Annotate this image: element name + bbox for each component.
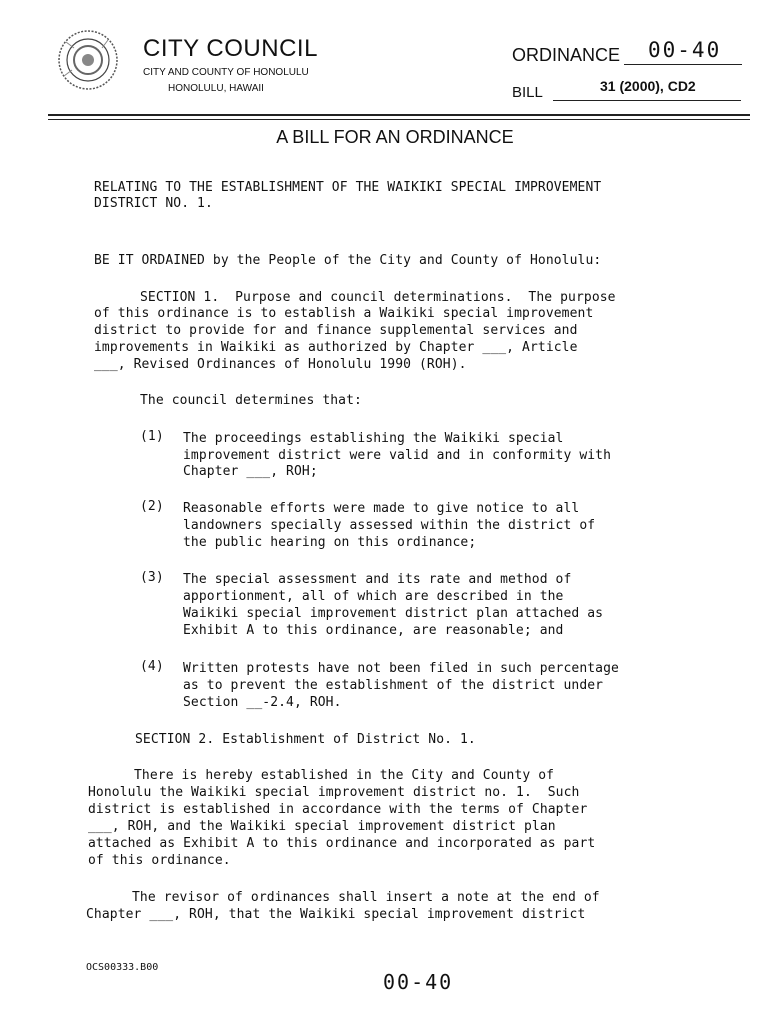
section1-line: ___, Revised Ordinances of Honolulu 1990 (ROH).	[94, 357, 467, 372]
bill-label: BILL	[512, 84, 543, 101]
item-line: Exhibit A to this ordinance, are reasonable; and	[183, 623, 564, 638]
item-line: the public hearing on this ordinance;	[183, 535, 477, 550]
section2-para1-line: Honolulu the Waikiki special improvement district no. 1. Such	[88, 785, 580, 800]
relating-line: RELATING TO THE ESTABLISHMENT OF THE WAIKIKI SPECIAL IMPROVEMENT	[94, 180, 602, 195]
item-number: (4)	[140, 659, 164, 674]
section2-para1-line: of this ordinance.	[88, 853, 231, 868]
item-line: apportionment, all of which are described in the	[183, 589, 564, 604]
item-line: Chapter ___, ROH;	[183, 464, 318, 479]
section2-para1-line: district is established in accordance with the terms of Chapter	[88, 802, 588, 817]
council-subtitle-county: CITY AND COUNTY OF HONOLULU	[143, 67, 309, 78]
section1-line: district to provide for and finance supplemental services and	[94, 323, 578, 338]
ordinance-underline	[624, 64, 742, 65]
header-divider	[48, 114, 750, 116]
item-line: Waikiki special improvement district plan attached as	[183, 606, 604, 621]
section2-para2-line: Chapter ___, ROH, that the Waikiki special improvement district	[86, 907, 586, 922]
section2-para2-line: The revisor of ordinances shall insert a note at the end of	[132, 890, 600, 905]
footer-ordinance-number: 00-40	[383, 970, 454, 994]
item-line: Reasonable efforts were made to give notice to all	[183, 501, 580, 516]
section2-para1-line: ___, ROH, and the Waikiki special improvement district plan	[88, 819, 556, 834]
item-line: Section __-2.4, ROH.	[183, 695, 342, 710]
bill-underline	[553, 100, 741, 101]
city-seal-icon	[56, 28, 120, 92]
council-subtitle-city: HONOLULU, HAWAII	[168, 83, 264, 94]
item-line: landowners specially assessed within the district of	[183, 518, 596, 533]
ordinance-number: 00-40	[648, 38, 722, 62]
header-divider-thin	[48, 119, 750, 120]
item-number: (3)	[140, 570, 164, 585]
council-determines: The council determines that:	[140, 393, 362, 408]
bill-number: 31 (2000), CD2	[600, 78, 696, 94]
section2-para1-line: There is hereby established in the City and County of	[134, 768, 555, 783]
document-code: OCS00333.B00	[86, 962, 159, 973]
section2-para1-line: attached as Exhibit A to this ordinance and incorporated as part	[88, 836, 596, 851]
section1-line: of this ordinance is to establish a Waikiki special improvement	[94, 306, 594, 321]
section1-line: improvements in Waikiki as authorized by Chapter ___, Article	[94, 340, 578, 355]
item-line: The proceedings establishing the Waikiki special	[183, 431, 564, 446]
item-line: The special assessment and its rate and method of	[183, 572, 572, 587]
item-line: improvement district were valid and in conformity with	[183, 448, 612, 463]
council-title: CITY COUNCIL	[143, 35, 318, 62]
item-line: Written protests have not been filed in such percentage	[183, 661, 619, 676]
enacting-clause: BE IT ORDAINED by the People of the City and County of Honolulu:	[94, 253, 602, 268]
item-number: (1)	[140, 429, 164, 444]
item-number: (2)	[140, 499, 164, 514]
section1-line: SECTION 1. Purpose and council determinations. The purpose	[140, 290, 616, 305]
section2-title: SECTION 2. Establishment of District No. 1.	[135, 732, 476, 747]
item-line: as to prevent the establishment of the district under	[183, 678, 604, 693]
ordinance-label: ORDINANCE	[512, 45, 621, 65]
bill-heading: A BILL FOR AN ORDINANCE	[276, 127, 514, 147]
relating-line: DISTRICT NO. 1.	[94, 196, 213, 211]
